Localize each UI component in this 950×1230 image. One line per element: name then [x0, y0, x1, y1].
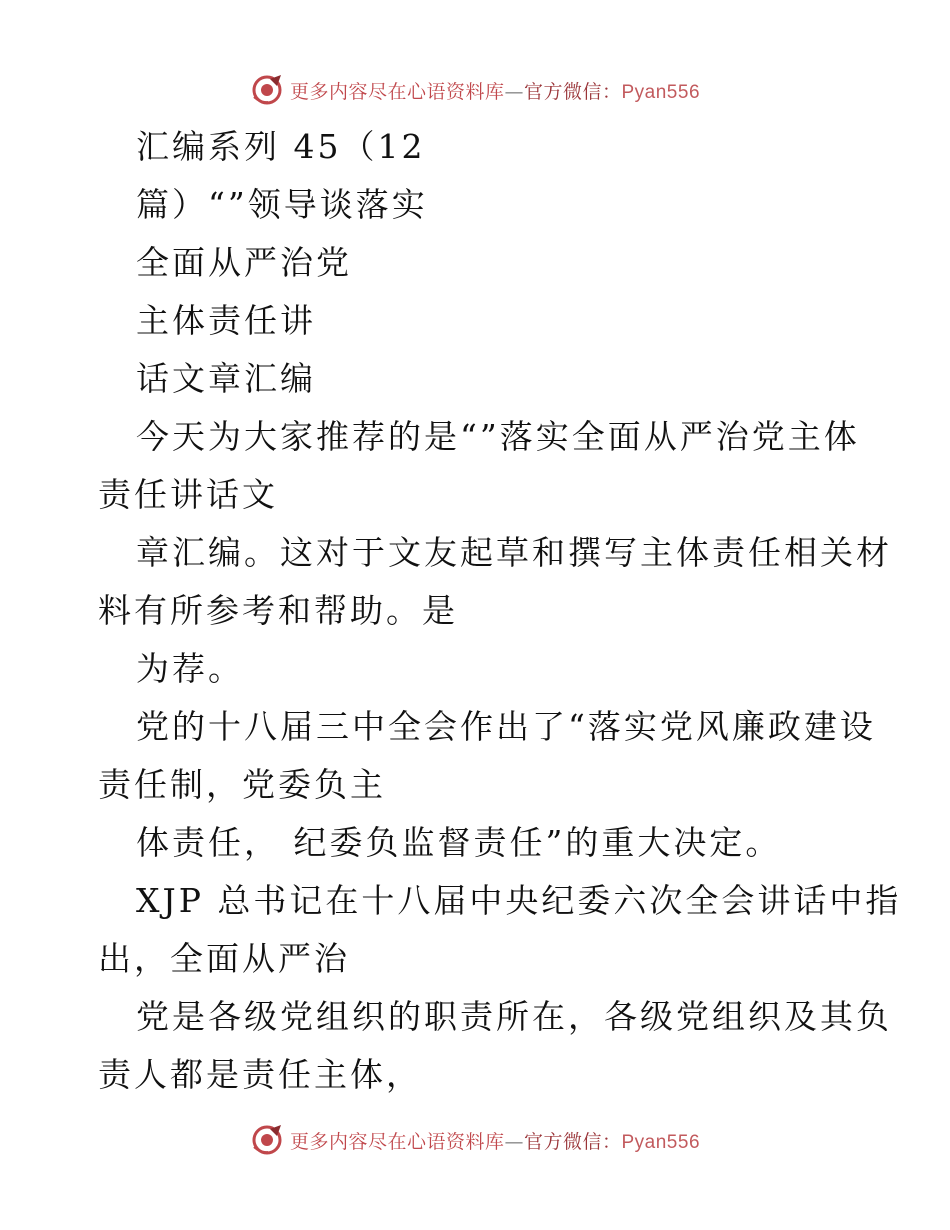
banner-text: [290, 1127, 700, 1154]
text-line: 为荐。: [136, 649, 244, 688]
banner-official-label: 官方微信：: [523, 80, 622, 103]
text-line: 出，全面从严治: [98, 939, 350, 978]
banner-text: [290, 77, 700, 104]
header-banner-inner: [250, 73, 700, 107]
text-line: 体责任， 纪委负监督责任”的重大决定。: [136, 823, 782, 862]
text-line: 责任讲话文: [98, 475, 278, 514]
footer-banner-inner: [250, 1123, 700, 1157]
banner-official-label: 官方微信：: [523, 1130, 622, 1153]
banner-handle: Pyan556: [621, 1131, 701, 1153]
document-body: [98, 118, 902, 1104]
text-line: 全面从严治党: [136, 243, 352, 282]
text-line: 话文章汇编: [136, 359, 316, 398]
text-line: XJP 总书记在十八届中央纪委六次全会讲话中指: [136, 881, 902, 920]
text-line: 党的十八届三中全会作出了“落实党风廉政建设: [136, 707, 876, 746]
text-line: 主体责任讲: [136, 301, 316, 340]
text-line: 责任制，党委负主: [98, 765, 386, 804]
banner-separator: —: [504, 1130, 524, 1153]
banner-brand: 更多内容尽在心语资料库: [289, 80, 505, 103]
text-line: 篇）“”领导谈落实: [136, 185, 428, 224]
text-line: 料有所参考和帮助。是: [98, 591, 458, 630]
banner-separator: —: [504, 80, 524, 103]
text-line: 今天为大家推荐的是“”落实全面从严治党主体: [136, 417, 860, 456]
text-line: 责人都是责任主体，: [98, 1055, 422, 1094]
text-line: 党是各级党组织的职责所在，各级党组织及其负: [136, 997, 892, 1036]
text-line: 汇编系列 45（12: [136, 127, 426, 166]
text-line: 章汇编。这对于文友起草和撰写主体责任相关材: [136, 533, 892, 572]
banner-handle: Pyan556: [621, 81, 701, 103]
header-banner: [0, 70, 950, 110]
brand-logo-icon: [250, 73, 284, 107]
footer-banner: [0, 1120, 950, 1160]
brand-logo-icon: [250, 1123, 284, 1157]
banner-brand: 更多内容尽在心语资料库: [289, 1130, 505, 1153]
